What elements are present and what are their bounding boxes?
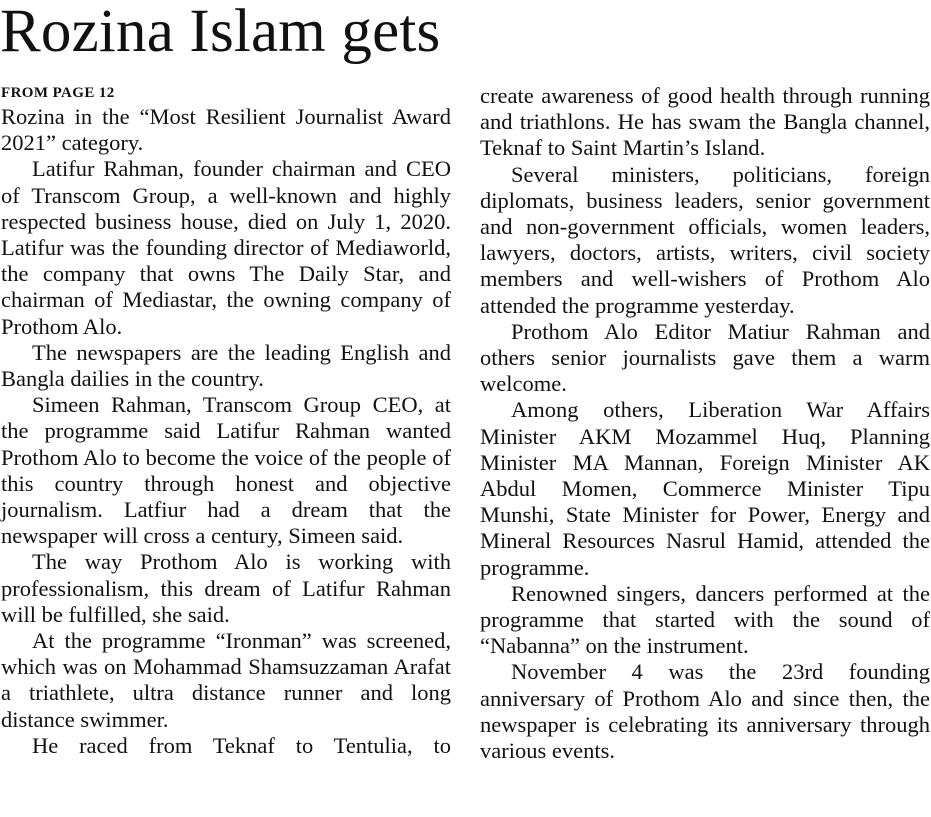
paragraph: The newspapers are the leading English and Bangla dailies in the country.: [1, 339, 451, 392]
paragraph: Prothom Alo Editor Matiur Rahman and others senior journalists gave them a warm welcome.: [480, 318, 930, 397]
headline: Rozina Islam gets: [0, 0, 441, 65]
paragraph: He raced from Teknaf to Tentulia, to: [32, 732, 451, 758]
continuation-kicker: FROM PAGE 12: [1, 85, 115, 101]
paragraph: At the programme “Ironman” was screened, which was on Mohammad Shamsuzzaman Arafat a triathlete, ultra distance runner and long distance swimmer.: [1, 628, 451, 732]
paragraph: November 4 was the 23rd founding anniversary of Prothom Alo and since then, the newspaper is celebrating its anniversary through various events.: [480, 659, 930, 764]
paragraph: Renowned singers, dancers performed at the programme that started with the sound of “Nabanna” on the instrument.: [480, 580, 930, 659]
paragraph: The way Prothom Alo is working with professionalism, this dream of Latifur Rahman will be fulfilled, she said.: [1, 549, 451, 627]
paragraph: Latifur Rahman, founder chairman and CEO of Transcom Group, a well-known and highly respected business house, died on July 1, 2020. Latifur was the founding director of Mediaworld, the company that owns The Daily Star, and chairman of Mediastar, the owning company of Prothom Alo.: [1, 156, 451, 339]
right-column: [480, 83, 930, 764]
left-column: [1, 82, 451, 759]
paragraph: create awareness of good health through running and triathlons. He has swam the Bangla channel, Teknaf to Saint Martin’s Island.: [480, 83, 930, 161]
paragraph: Several ministers, politicians, foreign diplomats, business leaders, senior government and non-government officials, women leaders, lawyers, doctors, artists, writers, civil society members and well-wishers of Prothom Alo attended the programme yesterday.: [480, 161, 930, 318]
paragraph: Simeen Rahman, Transcom Group CEO, at the programme said Latifur Rahman wanted Prothom Alo to become the voice of the people of this country through honest and objective journalism. Latfiur had a dream that the newspaper will cross a century, Simeen said.: [1, 392, 451, 549]
paragraph: Rozina in the “Most Resilient Journalist Award 2021” category.: [1, 104, 451, 156]
paragraph: Among others, Liberation War Affairs Minister AKM Mozammel Huq, Planning Minister MA Mannan, Foreign Minister AK Abdul Momen, Commerce Minister Tipu Munshi, State Minister for Power, Energy and Mineral Resources Nasrul Hamid, attended the programme.: [480, 397, 930, 580]
